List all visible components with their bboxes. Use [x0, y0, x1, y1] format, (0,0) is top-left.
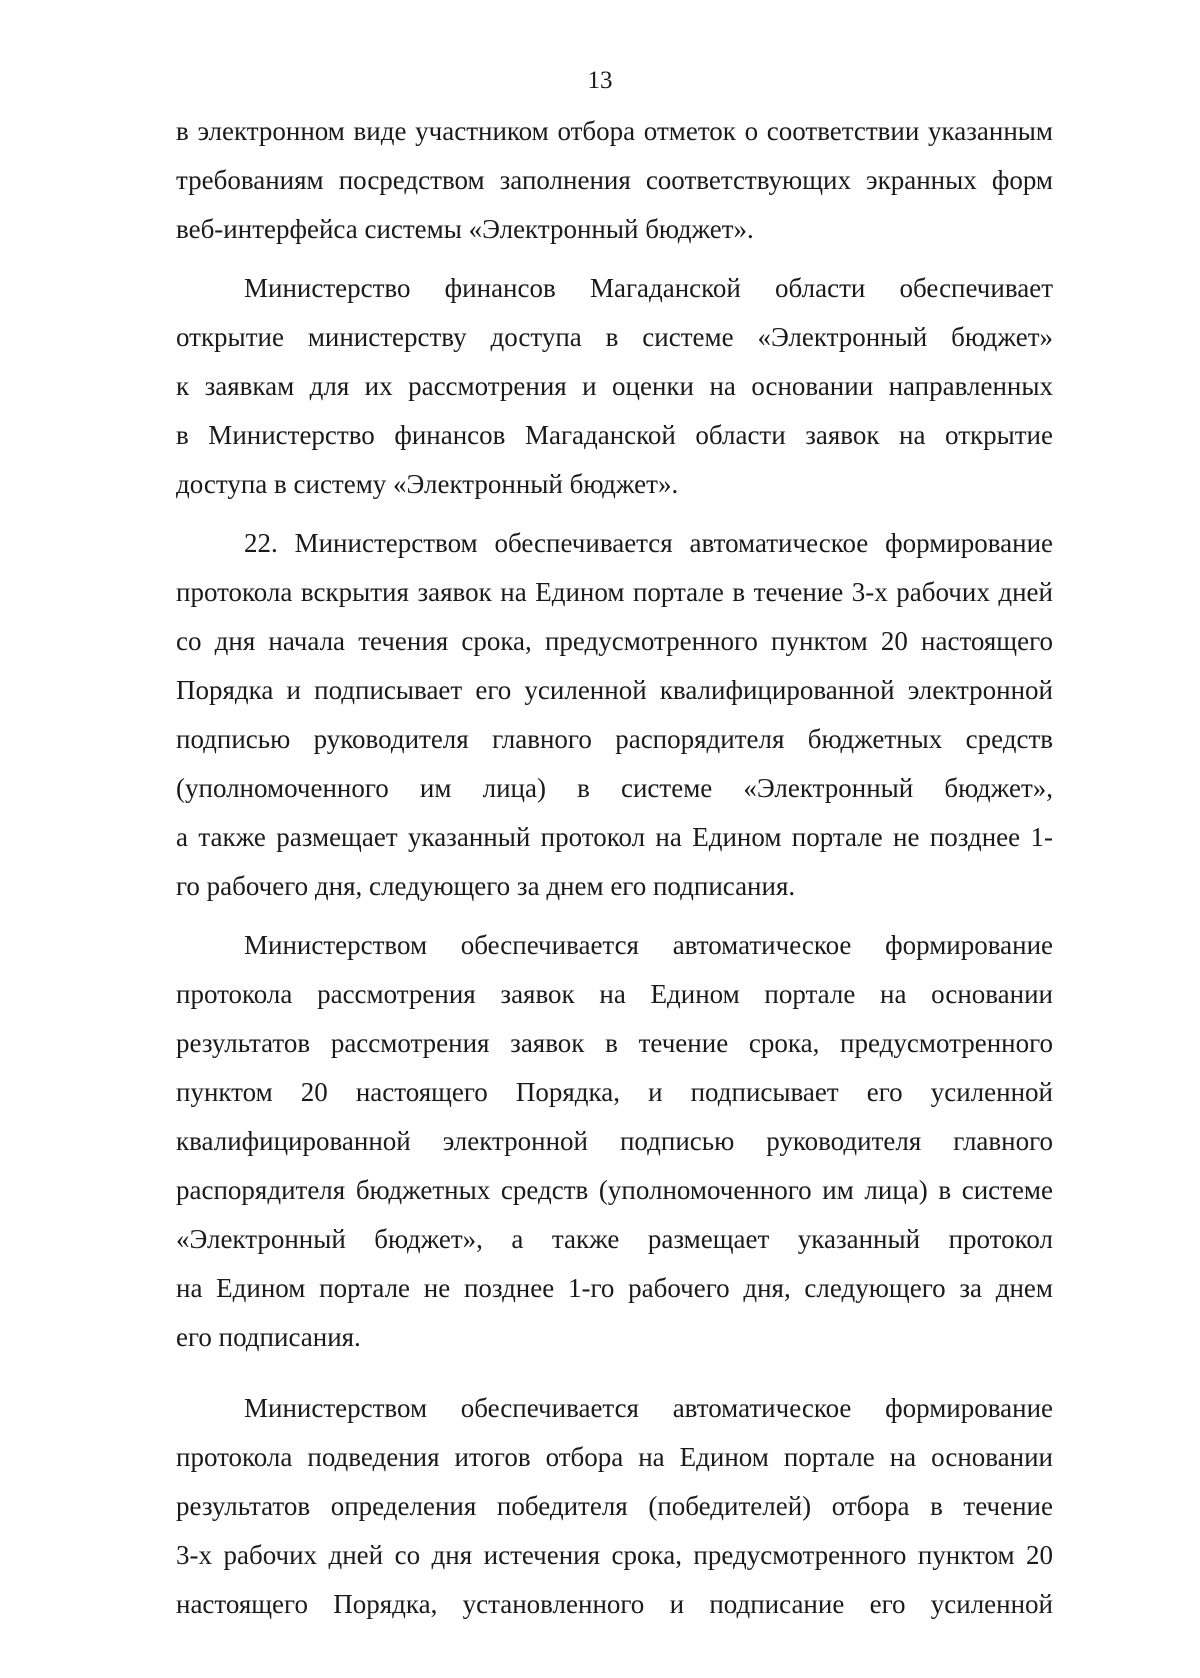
text-line: протокола вскрытия заявок на Едином портале в течение 3-х рабочих дней [176, 577, 1053, 607]
text-line: Порядка и подписывает его усиленной квалифицированной электронной [176, 675, 1053, 705]
text-line: протокола подведения итогов отбора на Едином портале на основании [176, 1442, 1053, 1472]
text-line: Министерством обеспечивается автоматическое формирование [244, 1393, 1053, 1423]
text-line: подписью руководителя главного распорядителя бюджетных средств [176, 724, 1053, 754]
paragraph-4 [176, 921, 1053, 1362]
text-line: Министерством обеспечивается автоматическое формирование [244, 930, 1053, 960]
text-line: 22. Министерством обеспечивается автоматическое формирование [244, 528, 1053, 558]
text-line: результатов рассмотрения заявок в течение срока, предусмотренного [176, 1028, 1053, 1058]
text-line: в Министерство финансов Магаданской области заявок на открытие [176, 420, 1053, 450]
document-body [176, 107, 1053, 1629]
text-line: на Едином портале не позднее 1-го рабочего дня, следующего за днем [176, 1273, 1053, 1303]
text-line: го рабочего дня, следующего за днем его подписания. [176, 871, 796, 901]
text-line: а также размещает указанный протокол на Едином портале не позднее 1- [176, 822, 1053, 852]
text-line: квалифицированной электронной подписью руководителя главного [176, 1126, 1053, 1156]
text-line: Министерство финансов Магаданской области обеспечивает [244, 273, 1053, 303]
text-line: «Электронный бюджет», а также размещает указанный протокол [176, 1224, 1053, 1254]
text-line: 3-х рабочих дней со дня истечения срока, предусмотренного пунктом 20 [176, 1540, 1053, 1570]
text-line: открытие министерству доступа в системе «Электронный бюджет» [176, 322, 1053, 352]
text-line: распорядителя бюджетных средств (уполномоченного им лица) в системе [176, 1175, 1053, 1205]
text-line: со дня начала течения срока, предусмотренного пунктом 20 настоящего [176, 626, 1053, 656]
text-line: веб-интерфейса системы «Электронный бюджет». [176, 214, 754, 244]
text-line: в электронном виде участником отбора отметок о соответствии указанным [176, 116, 1053, 146]
text-line: протокола рассмотрения заявок на Едином портале на основании [176, 979, 1053, 1009]
paragraph-3 [176, 519, 1053, 911]
paragraph-2 [176, 264, 1053, 509]
page-number: 13 [587, 67, 613, 94]
text-line: доступа в систему «Электронный бюджет». [176, 469, 679, 499]
text-line: (уполномоченного им лица) в системе «Электронный бюджет», [176, 773, 1053, 803]
paragraph-5 [176, 1384, 1053, 1629]
text-line: настоящего Порядка, установленного и подписание его усиленной [176, 1589, 1053, 1619]
text-line: пунктом 20 настоящего Порядка, и подписывает его усиленной [176, 1077, 1053, 1107]
text-line: к заявкам для их рассмотрения и оценки на основании направленных [176, 371, 1053, 401]
text-line: результатов определения победителя (победителей) отбора в течение [176, 1491, 1053, 1521]
text-line: его подписания. [176, 1322, 361, 1352]
text-line: требованиям посредством заполнения соответствующих экранных форм [176, 165, 1053, 195]
paragraph-1 [176, 107, 1053, 254]
